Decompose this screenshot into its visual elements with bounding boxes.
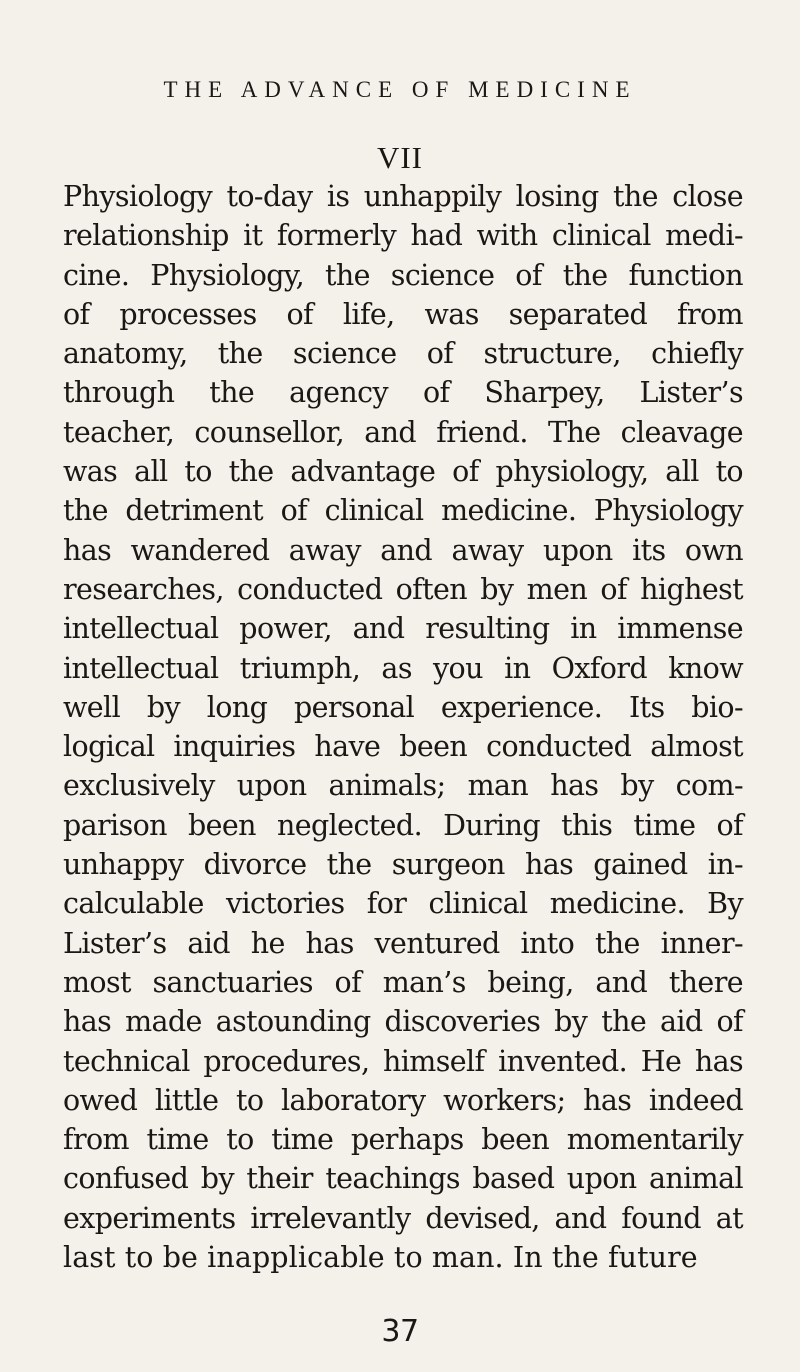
text-line: cine. Physiology, the science of the function [63, 258, 743, 292]
text-line: technical procedures, himself invented. He has [63, 1044, 743, 1078]
text-line: Physiology to-day is unhappily losing the close [63, 180, 743, 213]
text-line: teacher, counsellor, and friend. The cleavage [63, 415, 743, 449]
text-line: confused by their teachings based upon animal [63, 1162, 743, 1196]
text-line: researches, conducted often by men of highest [63, 572, 743, 606]
text-line: intellectual triumph, as you in Oxford know [63, 651, 743, 685]
text-line: has made astounding discoveries by the aid of [63, 1005, 743, 1039]
text-line: of processes of life, was separated from [63, 297, 743, 331]
text-line: calculable victories for clinical medicine. By [63, 887, 743, 921]
text-line: last to be inapplicable to man. In the future [63, 1241, 698, 1275]
text-line: owed little to laboratory workers; has indeed [63, 1083, 743, 1117]
text-line: parison been neglected. During this time of [63, 808, 743, 842]
running-head: THE ADVANCE OF MEDICINE [163, 77, 637, 102]
text-line: most sanctuaries of man’s being, and there [63, 965, 743, 999]
text-line: Lister’s aid he has ventured into the inner- [63, 926, 743, 960]
text-line: from time to time perhaps been momentarily [63, 1123, 743, 1157]
section-number: VII [376, 140, 424, 175]
text-line: was all to the advantage of physiology, all to [63, 455, 743, 489]
text-line: relationship it formerly had with clinical medi- [63, 219, 743, 253]
text-line: experiments irrelevantly devised, and found at [63, 1201, 743, 1235]
text-line: has wandered away and away upon its own [63, 533, 743, 567]
text-line: through the agency of Sharpey, Lister’s [63, 376, 743, 410]
text-line: exclusively upon animals; man has by com- [63, 769, 743, 803]
text-line: anatomy, the science of structure, chiefly [63, 337, 743, 371]
text-line: logical inquiries have been conducted almost [63, 730, 743, 764]
text-line: unhappy divorce the surgeon has gained in- [63, 848, 743, 882]
text-line: well by long personal experience. Its bio- [63, 690, 743, 724]
text-line: the detriment of clinical medicine. Physiology [63, 494, 743, 528]
body-text [63, 177, 743, 1277]
text-line: intellectual power, and resulting in immense [63, 612, 743, 646]
page-number: 37 [381, 1314, 419, 1349]
